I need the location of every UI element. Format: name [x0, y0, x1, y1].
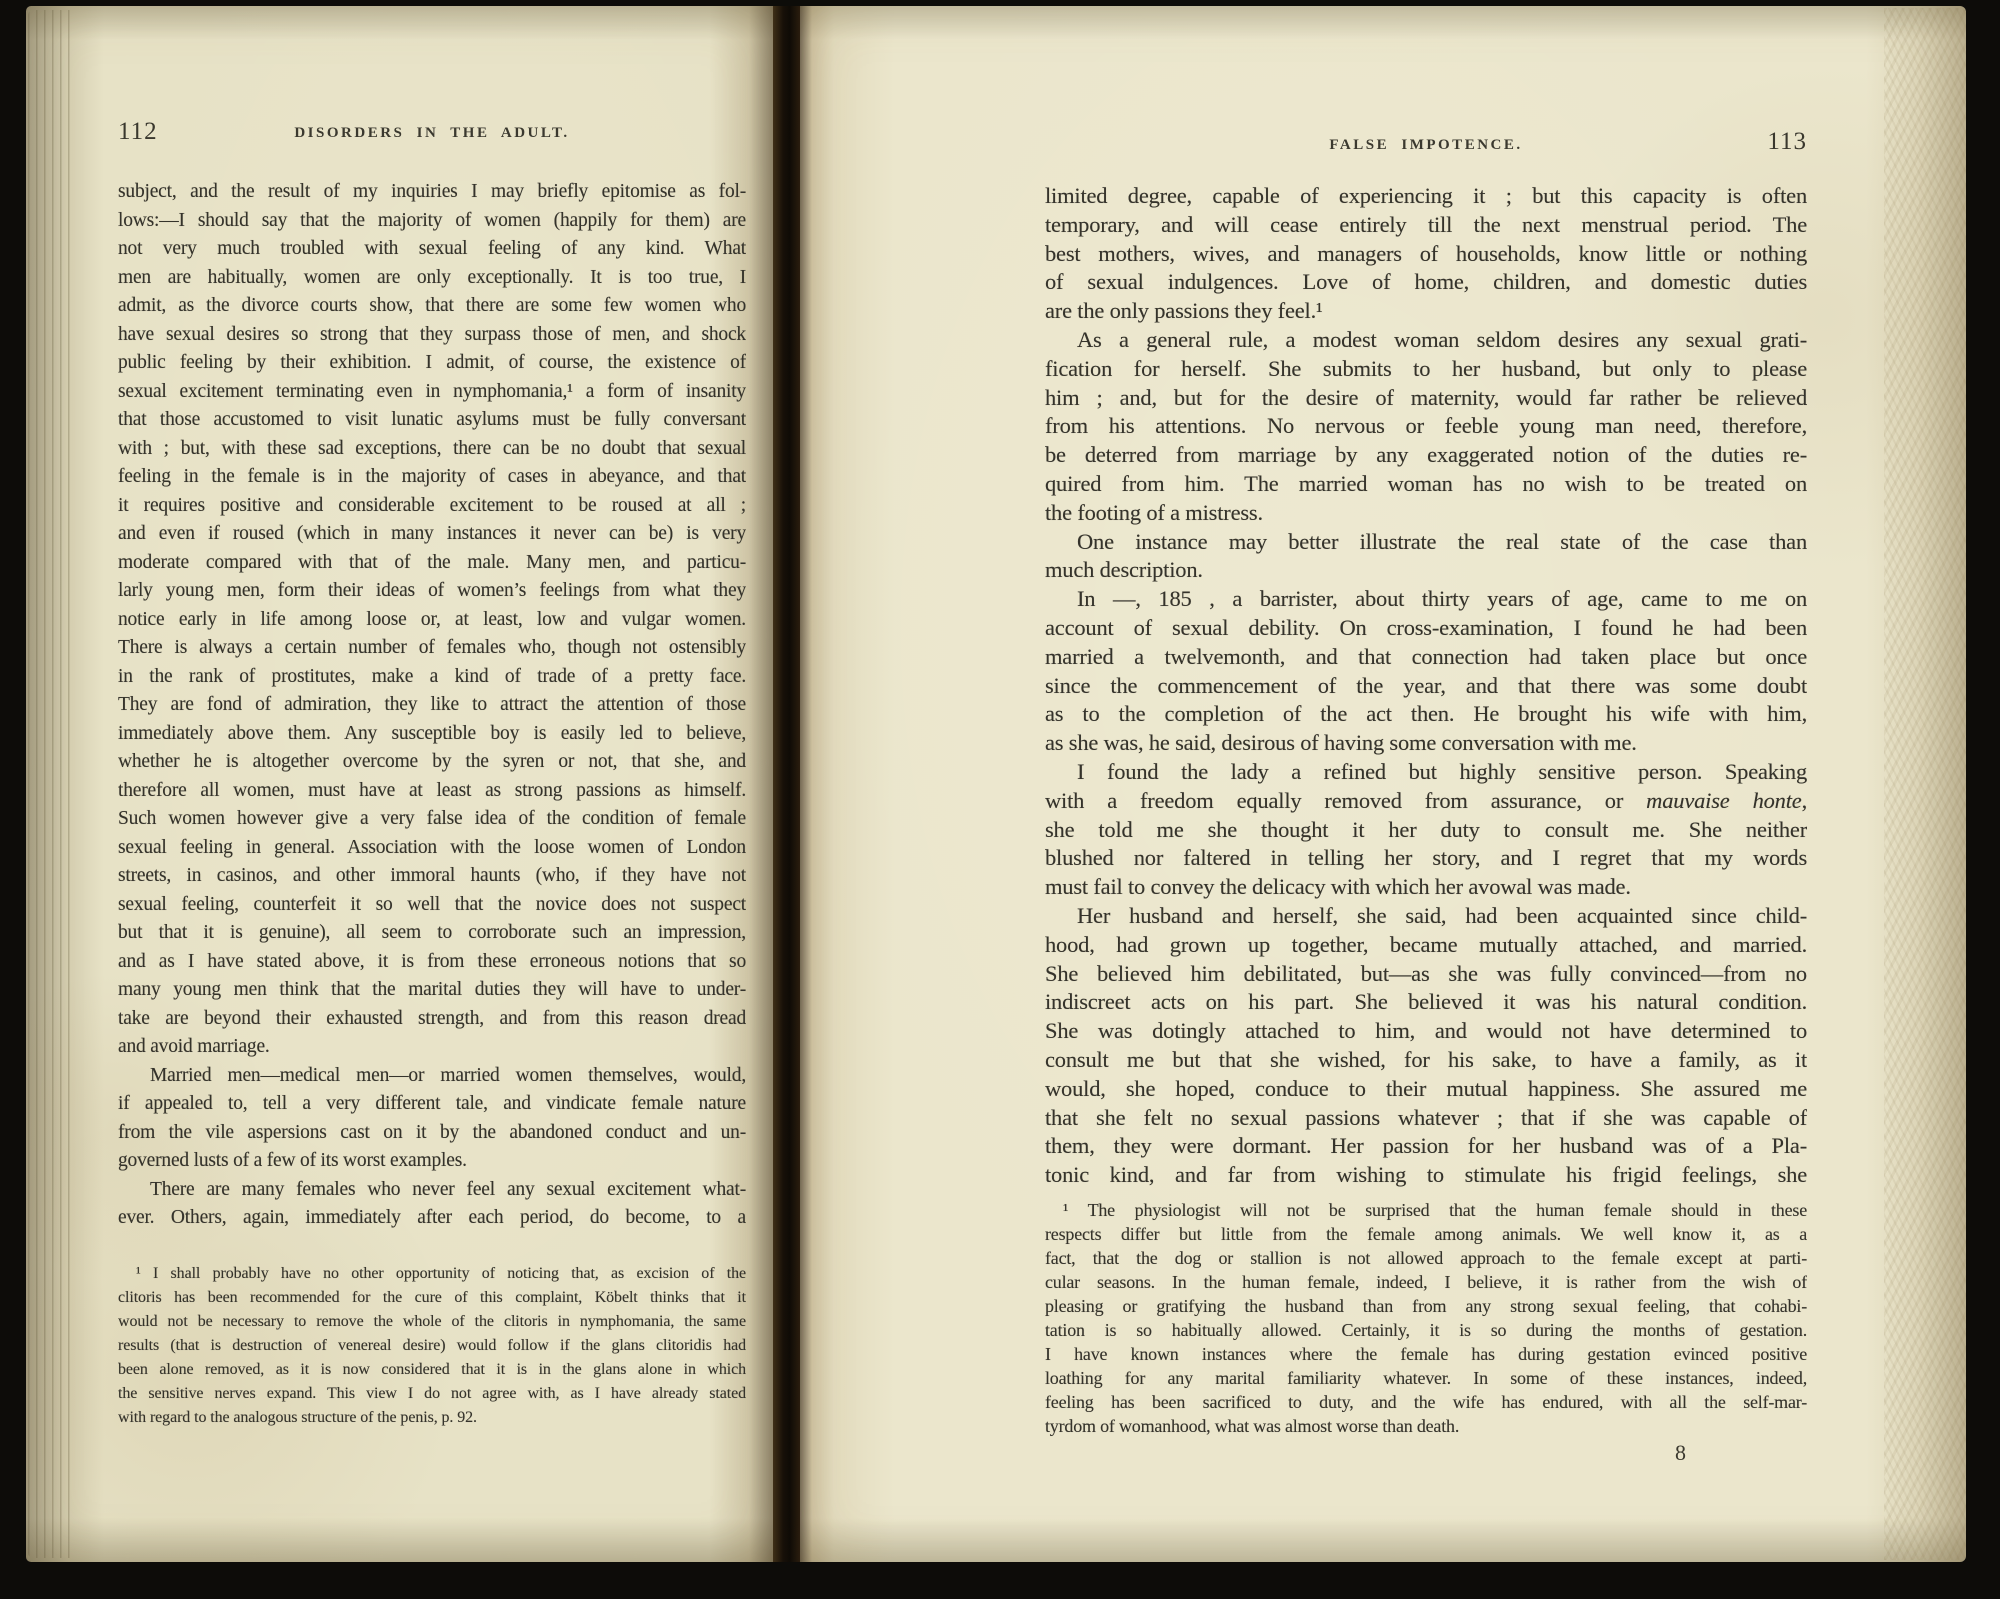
text-line	[118, 1406, 746, 1430]
text-segment: Her husband and herself, she said, had been acquainted since child-	[1077, 902, 1807, 928]
text-line	[118, 919, 746, 948]
text-line	[118, 1033, 746, 1062]
text-line	[1045, 1414, 1807, 1438]
text-line	[1045, 1222, 1807, 1246]
text-line	[1045, 1017, 1807, 1046]
text-segment: I found the lady a refined but highly sensitive person. Speaking	[1077, 758, 1807, 784]
text-line	[118, 1204, 746, 1233]
text-segment: would not be necessary to remove the whole of the clitoris in nymphomania, the same	[118, 1313, 746, 1330]
text-line	[118, 549, 746, 578]
italic-phrase: mauvaise honte	[1646, 787, 1802, 813]
right-running-head: FALSE IMPOTENCE.	[1329, 137, 1523, 153]
text-line	[118, 663, 746, 692]
text-segment: public feeling by their exhibition. I admit, of course, the existence of	[118, 352, 746, 373]
text-line	[1045, 672, 1807, 701]
text-segment: much description.	[1045, 557, 1203, 583]
text-segment: account of sexual debility. On cross-examination, I found he had been	[1045, 614, 1807, 640]
text-line	[1045, 1046, 1807, 1075]
text-segment: since the commencement of the year, and that there was some doubt	[1045, 672, 1807, 698]
text-line	[118, 1334, 746, 1358]
text-line	[1045, 1294, 1807, 1318]
text-line	[1045, 816, 1807, 845]
text-line	[1045, 931, 1807, 960]
paragraph	[118, 1062, 746, 1176]
left-page-number: 112	[118, 118, 158, 145]
text-line	[118, 492, 746, 521]
text-line	[1045, 499, 1807, 528]
text-line	[1045, 297, 1807, 326]
text-segment: best mothers, wives, and managers of households, know little or nothing	[1045, 240, 1807, 266]
left-running-head: DISORDERS IN THE ADULT.	[294, 125, 570, 141]
text-segment: in the rank of prostitutes, make a kind of trade of a pretty face.	[118, 665, 746, 687]
text-segment: ever. Others, again, immediately after each period, do become, to a	[118, 1207, 746, 1228]
text-segment: respects differ but little from the female among animals. We well know it, as a	[1045, 1224, 1807, 1244]
text-line	[1045, 1075, 1807, 1104]
text-segment: tonic kind, and far from wishing to stimulate his frigid feelings, she	[1045, 1162, 1807, 1188]
text-segment: tation is so habitually allowed. Certainly, it is so during the months of gestation.	[1045, 1320, 1807, 1340]
text-segment: sexual excitement terminating even in nymphomania,¹ a form of insanity	[118, 380, 746, 402]
text-line	[1045, 211, 1807, 240]
text-segment: with a freedom equally removed from assurance, or	[1045, 787, 1647, 813]
text-line	[118, 1310, 746, 1334]
text-segment: There is always a certain number of females who, though not ostensibly	[118, 637, 746, 658]
paragraph	[1045, 585, 1807, 758]
text-segment: would, she hoped, conduce to their mutual happiness. She assured me	[1045, 1075, 1807, 1101]
page-fore-edge-right	[1884, 8, 1966, 1560]
text-line	[118, 948, 746, 977]
text-segment: the sensitive nerves expand. This view I do not agree with, as I have already stated	[118, 1385, 746, 1402]
text-line	[118, 235, 746, 264]
text-line	[1045, 355, 1807, 384]
text-line	[118, 406, 746, 435]
text-segment: feeling has been sacrificed to duty, and the wife has endured, with all the self-mar-	[1045, 1392, 1807, 1412]
text-segment: ,	[1801, 787, 1807, 813]
text-line	[1045, 902, 1807, 931]
text-line	[1045, 528, 1807, 557]
paragraph	[1045, 902, 1807, 1190]
text-segment: not very much troubled with sexual feeling of any kind. What	[118, 238, 746, 259]
text-segment: men are habitually, women are only exceptionally. It is too true, I	[118, 266, 746, 288]
text-segment: from the vile aspersions cast on it by the abandoned conduct and un-	[118, 1121, 746, 1143]
text-line	[1045, 1104, 1807, 1133]
text-line	[1045, 1161, 1807, 1190]
text-segment: ¹ I shall probably have no other opportunity of noticing that, as excision of the	[136, 1265, 746, 1282]
text-line	[1045, 182, 1807, 211]
text-line	[118, 207, 746, 236]
text-segment: results (that is destruction of venereal desire) would follow if the glans clitoridis had	[118, 1337, 746, 1354]
text-segment: the footing of a mistress.	[1045, 499, 1263, 525]
text-segment: be deterred from marriage by any exaggerated notion of the duties re-	[1045, 442, 1807, 468]
text-line	[1045, 844, 1807, 873]
text-segment: many young men think that the marital duties they will have to under-	[118, 979, 746, 1000]
text-segment: she told me she thought it her duty to consult me. She neither	[1045, 816, 1807, 842]
text-line	[118, 1005, 746, 1034]
text-line	[1045, 470, 1807, 499]
text-line	[118, 378, 746, 407]
text-line	[1045, 758, 1807, 787]
text-segment: As a general rule, a modest woman seldom desires any sexual grati-	[1077, 326, 1807, 352]
text-segment: that those accustomed to visit lunatic asylums must be fully conversant	[118, 409, 746, 430]
page-stack-edge-left	[28, 10, 76, 1558]
paragraph	[1045, 326, 1807, 528]
text-segment: notice early in life among loose or, at least, low and vulgar women.	[118, 608, 746, 630]
text-line	[118, 292, 746, 321]
text-segment: pleasing or gratifying the husband than from any strong sexual feeling, that cohabi-	[1045, 1296, 1807, 1316]
text-line	[1045, 1318, 1807, 1342]
text-line	[118, 1382, 746, 1406]
paragraph	[1045, 1198, 1807, 1438]
text-segment: governed lusts of a few of its worst examples.	[118, 1150, 467, 1171]
text-line	[1045, 1198, 1807, 1222]
text-segment: subject, and the result of my inquiries I may briefly epitomise as fol-	[118, 181, 746, 202]
book-gutter-shadow	[773, 6, 800, 1562]
text-segment: take are beyond their exhausted strength, and from this reason dread	[118, 1007, 746, 1029]
text-segment: There are many females who never feel any sexual excitement what-	[150, 1178, 746, 1200]
text-line	[118, 1090, 746, 1119]
text-line	[118, 1286, 746, 1310]
text-line	[118, 1147, 746, 1176]
text-line	[1045, 960, 1807, 989]
text-segment: fact, that the dog or stallion is not allowed approach to the female except at parti-	[1045, 1248, 1807, 1268]
text-segment: have sexual desires so strong that they surpass those of men, and shock	[118, 323, 746, 345]
text-line	[1045, 585, 1807, 614]
text-line	[1045, 441, 1807, 470]
open-book-scan	[26, 6, 1966, 1562]
text-segment: fication for herself. She submits to her husband, but only to please	[1045, 355, 1807, 381]
text-line	[118, 834, 746, 863]
text-segment: as to the completion of the act then. He brought his wife with him,	[1045, 701, 1807, 727]
text-segment: streets, in casinos, and other immoral haunts (who, if they have not	[118, 865, 746, 886]
text-segment: moderate compared with that of the male. Many men, and particu-	[118, 551, 746, 573]
right-page-body-text	[1045, 182, 1807, 1190]
text-line	[1045, 412, 1807, 441]
text-line	[118, 1262, 746, 1286]
text-segment: I have known instances where the female has during gestation evinced positive	[1045, 1344, 1807, 1364]
text-line	[1045, 1342, 1807, 1366]
text-segment: quired from him. The married woman has no wish to be treated on	[1045, 470, 1807, 496]
paragraph	[1045, 182, 1807, 326]
text-segment: married a twelvemonth, and that connection had taken place but once	[1045, 643, 1807, 669]
text-line	[1045, 729, 1807, 758]
text-segment: In —, 185 , a barrister, about thirty years of age, came to me on	[1077, 586, 1807, 612]
text-line	[1045, 1132, 1807, 1161]
text-line	[118, 264, 746, 293]
text-line	[118, 321, 746, 350]
text-segment: of sexual indulgences. Love of home, children, and domestic duties	[1045, 269, 1807, 295]
text-segment: indiscreet acts on his part. She believed it was his natural condition.	[1045, 989, 1807, 1015]
text-line	[1045, 1366, 1807, 1390]
text-segment: One instance may better illustrate the real state of the case than	[1077, 528, 1807, 554]
text-line	[1045, 700, 1807, 729]
right-page-number: 113	[1767, 128, 1807, 155]
text-line	[118, 1358, 746, 1382]
text-line	[1045, 1390, 1807, 1414]
page-left	[26, 6, 773, 1562]
paragraph	[118, 178, 746, 1062]
text-segment: must fail to convey the delicacy with which her avowal was made.	[1045, 874, 1631, 900]
text-segment: if appealed to, tell a very different tale, and vindicate female nature	[118, 1093, 746, 1114]
text-segment: ¹ The physiologist will not be surprised that the human female should in these	[1063, 1200, 1807, 1220]
text-segment: Married men—medical men—or married women themselves, would,	[150, 1064, 746, 1086]
paragraph	[118, 1176, 746, 1233]
text-segment: and avoid marriage.	[118, 1036, 270, 1057]
text-line	[118, 178, 746, 207]
text-segment: immediately above them. Any susceptible boy is easily led to believe,	[118, 722, 746, 744]
text-segment: are the only passions they feel.¹	[1045, 298, 1323, 324]
text-segment: clitoris has been recommended for the cure of this complaint, Köbelt thinks that it	[118, 1289, 746, 1306]
text-segment: tyrdom of womanhood, what was almost worse than death.	[1045, 1416, 1460, 1436]
text-segment: blushed nor faltered in telling her story, and I regret that my words	[1045, 845, 1807, 871]
text-line	[118, 577, 746, 606]
text-line	[1045, 643, 1807, 672]
text-segment: hood, had grown up together, became mutually attached, and married.	[1045, 931, 1807, 957]
text-line	[118, 862, 746, 891]
paragraph	[118, 1262, 746, 1430]
text-segment: as she was, he said, desirous of having some conversation with me.	[1045, 730, 1637, 756]
signature-mark: 8	[1675, 1440, 1686, 1465]
text-segment: admit, as the divorce courts show, that there are some few women who	[118, 295, 746, 316]
paragraph	[1045, 758, 1807, 902]
text-line	[1045, 1270, 1807, 1294]
text-line	[1045, 240, 1807, 269]
text-line	[118, 777, 746, 806]
text-segment: them, they were dormant. Her passion for her husband was of a Pla-	[1045, 1133, 1807, 1159]
left-page-body-text	[118, 178, 746, 1233]
text-line	[118, 691, 746, 720]
text-line	[118, 435, 746, 464]
text-line	[1045, 873, 1807, 902]
left-page-footnote	[118, 1262, 746, 1430]
right-page-header	[1045, 128, 1807, 168]
text-line	[118, 349, 746, 378]
text-segment: but that it is genuine), all seem to corroborate such an impression,	[118, 922, 746, 943]
text-line	[1045, 268, 1807, 297]
text-line	[118, 520, 746, 549]
text-segment: Such women however give a very false idea of the condition of female	[118, 808, 746, 829]
text-segment: larly young men, form their ideas of women’s feelings from what they	[118, 580, 746, 601]
text-line	[118, 634, 746, 663]
text-segment: lows:—I should say that the majority of women (happily for them) are	[118, 209, 746, 231]
text-segment: She believed him debilitated, but—as she was fully convinced—from no	[1045, 960, 1807, 986]
text-segment: him ; and, but for the desire of maternity, would far rather be relieved	[1045, 384, 1807, 410]
page-right	[800, 6, 1966, 1562]
text-segment: sexual feeling, counterfeit it so well that the novice does not suspect	[118, 893, 746, 915]
text-line	[1045, 787, 1807, 816]
text-segment: it requires positive and considerable excitement to be roused at all ;	[118, 494, 746, 516]
text-segment: therefore all women, must have at least as strong passions as himself.	[118, 779, 746, 801]
text-segment: whether he is altogether overcome by the syren or not, that she, and	[118, 751, 746, 772]
text-line	[118, 891, 746, 920]
text-line	[118, 1062, 746, 1091]
text-segment: They are fond of admiration, they like to attract the attention of those	[118, 694, 746, 715]
text-line	[118, 1176, 746, 1205]
text-line	[1045, 614, 1807, 643]
left-page-header	[118, 118, 746, 158]
text-segment: She was dotingly attached to him, and would not have determined to	[1045, 1018, 1807, 1044]
right-page-footnote	[1045, 1198, 1807, 1438]
text-line	[118, 976, 746, 1005]
paragraph	[1045, 528, 1807, 586]
text-segment: sexual feeling in general. Association with the loose women of London	[118, 836, 746, 858]
text-line	[1045, 988, 1807, 1017]
text-segment: temporary, and will cease entirely till the next menstrual period. The	[1045, 211, 1807, 237]
text-line	[1045, 326, 1807, 355]
text-segment: from his attentions. No nervous or feeble young man need, therefore,	[1045, 413, 1807, 439]
text-segment: limited degree, capable of experiencing it ; but this capacity is often	[1045, 183, 1807, 208]
text-line	[118, 606, 746, 635]
text-segment: with regard to the analogous structure of the penis, p. 92.	[118, 1409, 477, 1426]
text-segment: been alone removed, as it is now considered that it is in the glans alone in which	[118, 1361, 746, 1378]
text-segment: and even if roused (which in many instances it never can be) is very	[118, 523, 746, 544]
text-line	[118, 720, 746, 749]
text-segment: that she felt no sexual passions whatever ; that if she was capable of	[1045, 1104, 1807, 1130]
text-segment: consult me but that she wished, for his sake, to have a family, as it	[1045, 1046, 1807, 1072]
text-segment: loathing for any marital familiarity whatever. In some of these instances, indeed,	[1045, 1368, 1807, 1388]
text-line	[118, 1119, 746, 1148]
text-segment: and as I have stated above, it is from these erroneous notions that so	[118, 950, 746, 972]
text-line	[1045, 556, 1807, 585]
text-line	[118, 748, 746, 777]
text-line	[1045, 1246, 1807, 1270]
text-segment: with ; but, with these sad exceptions, there can be no doubt that sexual	[118, 437, 746, 459]
text-segment: feeling in the female is in the majority of cases in abeyance, and that	[118, 466, 746, 487]
text-line	[118, 805, 746, 834]
text-line	[1045, 384, 1807, 413]
text-line	[118, 463, 746, 492]
text-segment: cular seasons. In the human female, indeed, I believe, it is rather from the wish of	[1045, 1272, 1807, 1292]
